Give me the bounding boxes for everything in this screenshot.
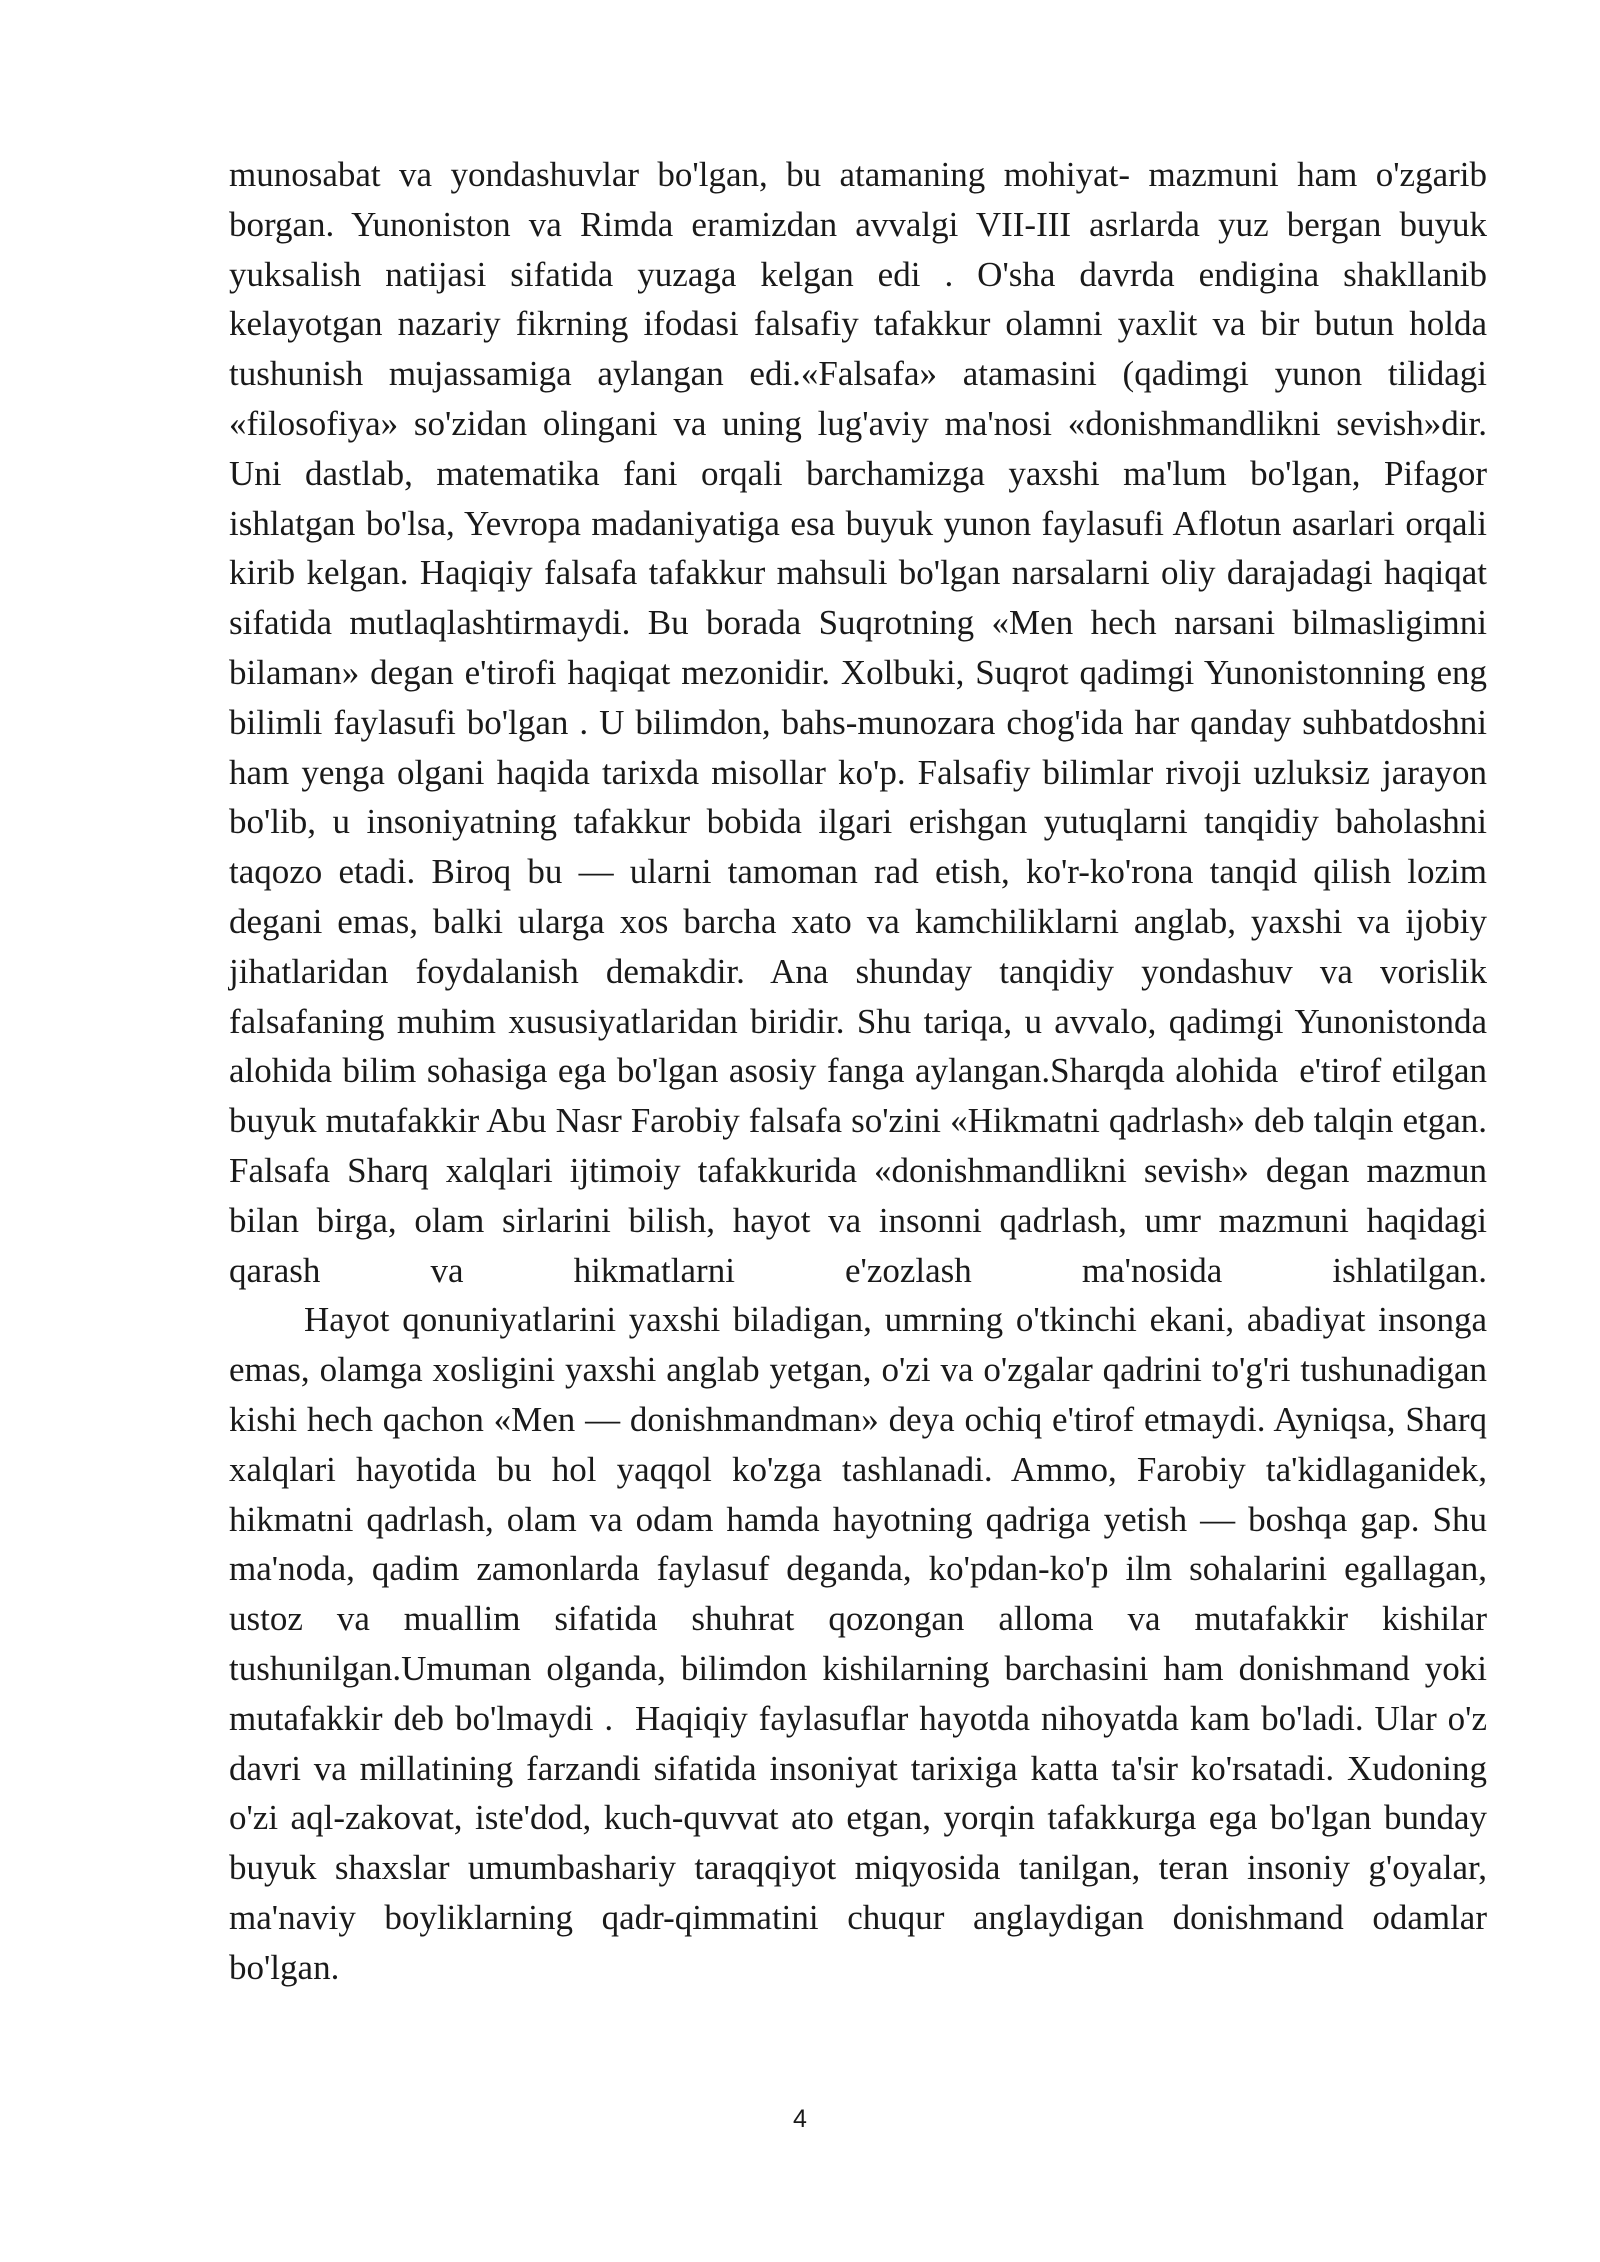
page-number: 4 [793, 2105, 807, 2133]
body-text [229, 150, 1496, 1992]
paragraph-1: munosabat va yondashuvlar bo'lgan, bu atamaning mohiyat- mazmuni ham o'zgarib borgan. Yunoniston va Rimda eramizdan avvalgi VII-III asrlarda yuz bergan buyuk yuksalish natijasi sifatida yuzaga kelgan edi . O'sha davrda endigina shakllanib kelayotgan nazariy fikrning ifodasi falsafiy tafakkur olamni yaxlit va bir butun holda tushunish mujassamiga aylangan edi.«Falsafa» atamasini (qadimgi yunon tilidagi «filosofiya» so'zidan olingani va uning lug'aviy ma'nosi «donishmandlikni sevish»dir. Uni dastlab, matematika fani orqali barchamizga yaxshi ma'lum bo'lgan, Pifagor ishlatgan bo'lsa, Yevropa madaniyatiga esa buyuk yunon faylasufi Aflotun asarlari orqali kirib kelgan. Haqiqiy falsafa tafakkur mahsuli bo'lgan narsalarni oliy darajadagi haqiqat sifatida mutlaqlashtirmaydi. Bu borada Suqrotning «Men hech narsani bilmasligimni bilaman» degan e'tirofi haqiqat mezonidir. Xolbuki, Suqrot qadimgi Yunonistonning eng bilimli faylasufi bo'lgan . U bilimdon, bahs-munozara chog'ida har qanday suhbatdoshni ham yenga olgani haqida tarixda misollar ko'p. Falsafiy bilimlar rivoji uzluksiz jarayon bo'lib, u insoniyatning tafakkur bobida ilgari erishgan yutuqlarni tanqidiy baholashni taqozo etadi. Biroq bu — ularni tamoman rad etish, ko'r-ko'rona tanqid qilish lozim degani emas, balki ularga xos barcha xato va kamchiliklarni anglab, yaxshi va ijobiy jihatlaridan foydalanish demakdir. Ana shunday tanqidiy yondashuv va vorislik falsafaning muhim xususiyatlaridan biridir. Shu tariqa, u avvalo, qadimgi Yunonistonda alohida bilim sohasiga ega bo'lgan asosiy fanga aylangan.Sharqda alohida e'tirof etilgan buyuk mutafakkir Abu Nasr Farobiy falsafa so'zini «Hikmatni qadrlash» deb talqin etgan. Falsafa Sharq xalqlari ijtimoiy tafakkurida «donishmandlikni sevish» degan mazmun bilan birga, olam sirlarini bilish, hayot va insonni qadrlash, umr mazmuni haqidagi qarash va hikmatlarni e'zozlash ma'nosida ishlatilgan. [229, 155, 1496, 1290]
paragraph-2: Hayot qonuniyatlarini yaxshi biladigan, umrning o'tkinchi ekani, abadiyat insonga emas, olamga xosligini yaxshi anglab yetgan, o'zi va o'zgalar qadrini to'g'ri tushunadigan kishi hech qachon «Men — donishmandman» deya ochiq e'tirof etmaydi. Ayniqsa, Sharq xalqlari hayotida bu hol yaqqol ko'zga tashlanadi. Ammo, Farobiy ta'kidlaganidek, hikmatni qadrlash, olam va odam hamda hayotning qadriga yetish — boshqa gap. Shu ma'noda, qadim zamonlarda faylasuf deganda, ko'pdan-ko'p ilm sohalarini egallagan, ustoz va muallim sifatida shuhrat qozongan alloma va mutafakkir kishilar tushunilgan.Umuman olganda, bilimdon kishilarning barchasini ham donishmand yoki mutafakkir deb bo'lmaydi . Haqiqiy faylasuflar hayotda nihoyatda kam bo'ladi. Ular o'z davri va millatining farzandi sifatida insoniyat tarixiga katta ta'sir ko'rsatadi. Xudoning o'zi aql-zakovat, iste'dod, kuch-quvvat ato etgan, yorqin tafakkurga ega bo'lgan bunday buyuk shaxslar umumbashariy taraqqiyot miqyosida tanilgan, teran insoniy g'oyalar, ma'naviy boyliklarning qadr-qimmatini chuqur anglaydigan donishmand odamlar bo'lgan. [229, 1300, 1496, 1987]
